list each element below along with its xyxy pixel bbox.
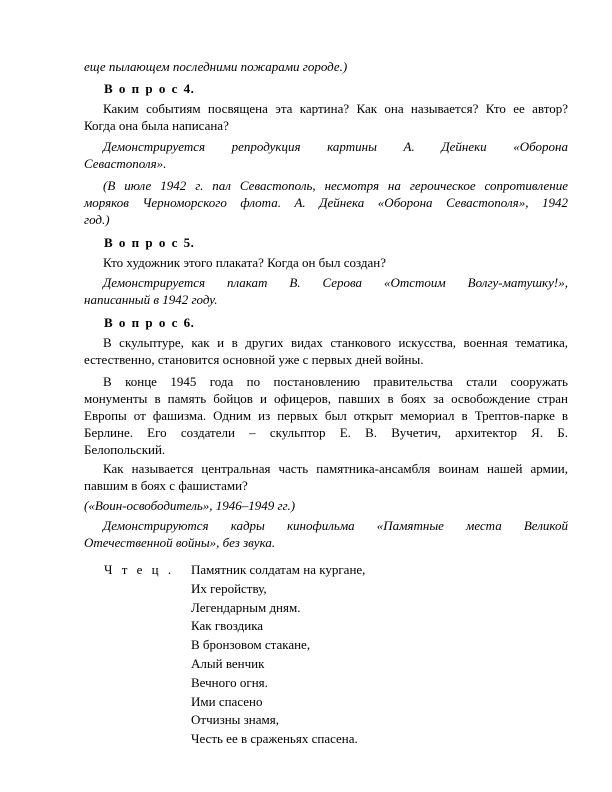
question-4-heading <box>104 80 304 97</box>
question-6-number: 6. <box>183 315 195 330</box>
question-6-p2-line-5: Белопольский. <box>84 442 166 457</box>
question-6-p3-line-2: павшим в боях с фашистами? <box>84 478 248 493</box>
question-5-text <box>84 254 568 271</box>
question-5-line-1: Кто художник этого плаката? Когда он был создан? <box>103 255 387 270</box>
poem-line: Памятник солдатам на кургане, <box>191 562 366 577</box>
question-4-label: В о п р о с <box>104 81 179 96</box>
question-4-line-1: Каким событиям посвящена эта картина? Как она называется? Кто ее автор? <box>103 101 568 116</box>
question-6-p1-line-1: В скульптуре, как и в других видах станкового искусства, военная тематика, <box>103 335 568 350</box>
reader-label: Ч т е ц . <box>104 562 175 577</box>
poem-line: Отчизны знамя, <box>191 712 279 728</box>
question-5-label: В о п р о с <box>104 235 179 250</box>
poem-line: Честь ее в сраженьях спасена. <box>191 731 358 747</box>
question-4-line-2: Когда она была написана? <box>84 118 229 133</box>
question-4-demo-line-1: Демонстрируется репродукция картины А. Дейнеки «Оборона <box>103 139 568 154</box>
poem-line: Как гвоздика <box>191 618 264 634</box>
intro-text: еще пылающем последними пожарами городе.) <box>84 59 348 74</box>
question-6-label: В о п р о с <box>104 315 179 330</box>
question-5-heading <box>104 234 304 251</box>
intro-line <box>84 58 568 75</box>
question-6-p2-line-3: Европы от фашизма. Одним из первых был открыт мемориал в Трептов-парке в <box>84 408 568 423</box>
question-6-p3-line-1: Как называется центральная часть памятника-ансамбля воинам нашей армии, <box>103 461 568 476</box>
poem <box>191 561 365 749</box>
poem-line: В бронзовом стакане, <box>191 637 311 653</box>
question-4-text <box>84 100 568 134</box>
poem-line: Вечного огня. <box>191 674 268 690</box>
question-6-paragraph-3 <box>84 460 568 494</box>
question-6-p2-line-1: В конце 1945 года по постановлению правительства стали сооружать <box>103 374 568 389</box>
question-6-paragraph-1 <box>84 334 568 368</box>
question-6-demo <box>84 517 568 551</box>
question-4-note-line-1: (В июле 1942 г. пал Севастополь, несмотря на героическое сопротивление <box>103 178 568 193</box>
question-5-demo <box>84 274 568 308</box>
question-5-demo-line-1: Демонстрируется плакат В. Серова «Отстоим Волгу-матушку!», <box>103 275 568 290</box>
question-5-number: 5. <box>183 235 195 250</box>
question-4-note-line-2: моряков Черноморского флота. А. Дейнека «Оборона Севастополя», 1942 <box>84 195 568 210</box>
question-6-p2-line-2: монументы в память бойцов и офицеров, павших в боях за освобождение стран <box>84 391 568 406</box>
question-5-demo-line-2: написанный в 1942 году. <box>84 292 218 307</box>
question-6-answer-text: («Воин-освободитель», 1946–1949 гг.) <box>84 498 296 513</box>
question-6-demo-line-1: Демонстрируются кадры кинофильма «Памятные места Великой <box>103 518 568 533</box>
question-6-heading <box>104 314 304 331</box>
question-4-number: 4. <box>183 81 195 96</box>
question-4-demo <box>84 138 568 172</box>
question-6-answer <box>84 497 568 514</box>
question-6-p1-line-2: естественно, становится основной уже с первых дней войны. <box>84 352 424 367</box>
question-4-note <box>84 177 568 228</box>
poem-line: Их геройству, <box>191 580 267 596</box>
poem-line: Алый венчик <box>191 655 265 671</box>
poem-line: Ими спасено <box>191 693 263 709</box>
question-6-p2-line-4: Берлине. Его создатели – скульптор Е. В. Вучетич, архитектор Я. Б. <box>84 425 568 440</box>
question-4-demo-line-2: Севастополя». <box>84 156 167 171</box>
question-6-demo-line-2: Отечественной войны», без звука. <box>84 535 276 550</box>
poem-line: Легендарным дням. <box>191 599 301 615</box>
question-4-note-line-3: год.) <box>84 212 110 227</box>
question-6-paragraph-2 <box>84 373 568 458</box>
